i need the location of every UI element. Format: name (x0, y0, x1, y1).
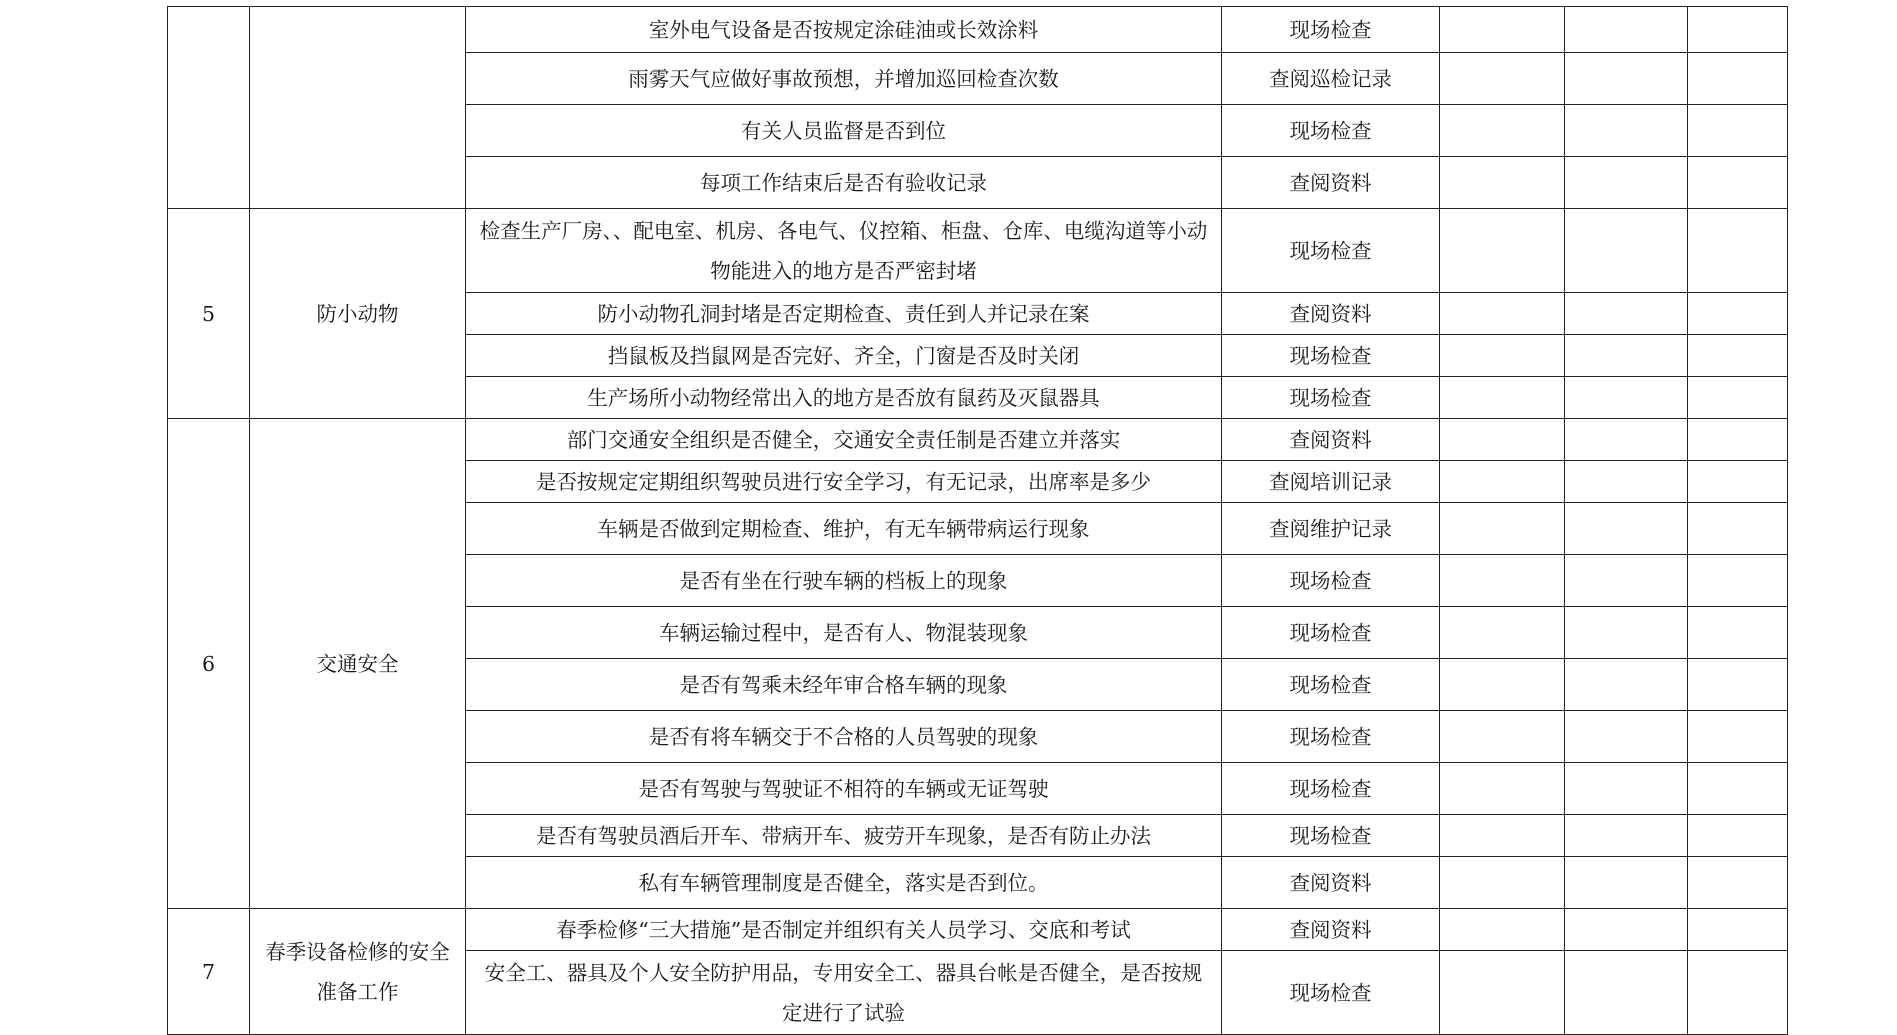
blank-cell (1440, 659, 1565, 711)
blank-cell (1688, 555, 1788, 607)
blank-cell (1565, 857, 1688, 909)
blank-cell (1565, 711, 1688, 763)
check-content-cell: 部门交通安全组织是否健全，交通安全责任制是否建立并落实 (466, 419, 1222, 461)
check-method-cell: 查阅培训记录 (1222, 461, 1440, 503)
blank-cell (1440, 909, 1565, 951)
blank-cell (1688, 857, 1788, 909)
blank-cell (1565, 763, 1688, 815)
check-content-cell: 挡鼠板及挡鼠网是否完好、齐全，门窗是否及时关闭 (466, 335, 1222, 377)
check-method-cell: 查阅巡检记录 (1222, 53, 1440, 105)
blank-cell (1688, 209, 1788, 293)
blank-cell (1440, 209, 1565, 293)
check-method-cell: 现场检查 (1222, 815, 1440, 857)
blank-cell (1565, 7, 1688, 53)
item-number-cell: 7 (168, 909, 250, 1035)
blank-cell (1565, 951, 1688, 1035)
blank-cell (1440, 7, 1565, 53)
check-content-cell: 防小动物孔洞封堵是否定期检查、责任到人并记录在案 (466, 293, 1222, 335)
blank-cell (1688, 659, 1788, 711)
check-method-cell: 现场检查 (1222, 951, 1440, 1035)
table-row (168, 909, 1788, 951)
blank-cell (1688, 335, 1788, 377)
check-content-cell: 室外电气设备是否按规定涂硅油或长效涂料 (466, 7, 1222, 53)
blank-cell (1688, 503, 1788, 555)
blank-cell (1440, 857, 1565, 909)
blank-cell (1565, 815, 1688, 857)
blank-cell (1565, 461, 1688, 503)
check-content-cell: 是否有驾驶员酒后开车、带病开车、疲劳开车现象，是否有防止办法 (466, 815, 1222, 857)
blank-cell (1440, 607, 1565, 659)
blank-cell (1688, 815, 1788, 857)
blank-cell (1688, 607, 1788, 659)
blank-cell (1440, 763, 1565, 815)
blank-cell (1688, 293, 1788, 335)
blank-cell (1565, 377, 1688, 419)
blank-cell (1440, 53, 1565, 105)
table-row (168, 7, 1788, 53)
check-method-cell: 现场检查 (1222, 209, 1440, 293)
blank-cell (1440, 293, 1565, 335)
blank-cell (1565, 335, 1688, 377)
blank-cell (1440, 951, 1565, 1035)
item-number-cell: 6 (168, 419, 250, 909)
check-content-cell: 雨雾天气应做好事故预想，并增加巡回检查次数 (466, 53, 1222, 105)
blank-cell (1565, 607, 1688, 659)
blank-cell (1565, 419, 1688, 461)
item-name-cell: 春季设备检修的安全准备工作 (250, 909, 466, 1035)
blank-cell (1688, 157, 1788, 209)
blank-cell (1565, 503, 1688, 555)
blank-cell (1688, 951, 1788, 1035)
blank-cell (1688, 711, 1788, 763)
blank-cell (1565, 105, 1688, 157)
check-method-cell: 查阅资料 (1222, 857, 1440, 909)
check-content-cell: 是否有驾乘未经年审合格车辆的现象 (466, 659, 1222, 711)
item-name-cell: 防小动物 (250, 209, 466, 419)
blank-cell (1440, 711, 1565, 763)
blank-cell (1565, 659, 1688, 711)
check-method-cell: 查阅维护记录 (1222, 503, 1440, 555)
check-content-cell: 有关人员监督是否到位 (466, 105, 1222, 157)
check-content-cell: 车辆运输过程中，是否有人、物混装现象 (466, 607, 1222, 659)
blank-cell (1565, 209, 1688, 293)
check-content-cell: 检查生产厂房、、配电室、机房、各电气、仪控箱、柜盘、仓库、电缆沟道等小动物能进入的地方是否严密封堵 (466, 209, 1222, 293)
check-content-cell: 是否有将车辆交于不合格的人员驾驶的现象 (466, 711, 1222, 763)
check-method-cell: 查阅资料 (1222, 157, 1440, 209)
blank-cell (1440, 157, 1565, 209)
blank-cell (1565, 555, 1688, 607)
item-number-cell (168, 7, 250, 209)
table-row (168, 209, 1788, 293)
check-content-cell: 春季检修“三大措施”是否制定并组织有关人员学习、交底和考试 (466, 909, 1222, 951)
blank-cell (1440, 503, 1565, 555)
check-content-cell: 每项工作结束后是否有验收记录 (466, 157, 1222, 209)
blank-cell (1688, 909, 1788, 951)
check-content-cell: 是否有坐在行驶车辆的档板上的现象 (466, 555, 1222, 607)
check-method-cell: 现场检查 (1222, 555, 1440, 607)
blank-cell (1688, 419, 1788, 461)
blank-cell (1565, 293, 1688, 335)
blank-cell (1440, 419, 1565, 461)
check-method-cell: 现场检查 (1222, 659, 1440, 711)
blank-cell (1688, 105, 1788, 157)
check-content-cell: 是否有驾驶与驾驶证不相符的车辆或无证驾驶 (466, 763, 1222, 815)
check-content-cell: 生产场所小动物经常出入的地方是否放有鼠药及灭鼠器具 (466, 377, 1222, 419)
blank-cell (1440, 461, 1565, 503)
blank-cell (1440, 555, 1565, 607)
check-content-cell: 安全工、器具及个人安全防护用品，专用安全工、器具台帐是否健全，是否按规定进行了试验 (466, 951, 1222, 1035)
blank-cell (1688, 7, 1788, 53)
check-content-cell: 是否按规定定期组织驾驶员进行安全学习，有无记录，出席率是多少 (466, 461, 1222, 503)
check-method-cell: 查阅资料 (1222, 909, 1440, 951)
check-method-cell: 现场检查 (1222, 7, 1440, 53)
blank-cell (1440, 815, 1565, 857)
blank-cell (1565, 909, 1688, 951)
check-method-cell: 现场检查 (1222, 763, 1440, 815)
blank-cell (1688, 377, 1788, 419)
blank-cell (1565, 157, 1688, 209)
blank-cell (1565, 53, 1688, 105)
item-name-cell (250, 7, 466, 209)
blank-cell (1440, 335, 1565, 377)
check-method-cell: 现场检查 (1222, 711, 1440, 763)
blank-cell (1440, 377, 1565, 419)
blank-cell (1688, 461, 1788, 503)
check-method-cell: 现场检查 (1222, 335, 1440, 377)
inspection-table (167, 6, 1788, 1035)
check-method-cell: 查阅资料 (1222, 419, 1440, 461)
check-method-cell: 现场检查 (1222, 105, 1440, 157)
check-content-cell: 私有车辆管理制度是否健全，落实是否到位。 (466, 857, 1222, 909)
check-method-cell: 现场检查 (1222, 377, 1440, 419)
item-number-cell: 5 (168, 209, 250, 419)
blank-cell (1440, 105, 1565, 157)
blank-cell (1688, 763, 1788, 815)
table-row (168, 419, 1788, 461)
check-method-cell: 现场检查 (1222, 607, 1440, 659)
blank-cell (1688, 53, 1788, 105)
check-content-cell: 车辆是否做到定期检查、维护，有无车辆带病运行现象 (466, 503, 1222, 555)
item-name-cell: 交通安全 (250, 419, 466, 909)
check-method-cell: 查阅资料 (1222, 293, 1440, 335)
